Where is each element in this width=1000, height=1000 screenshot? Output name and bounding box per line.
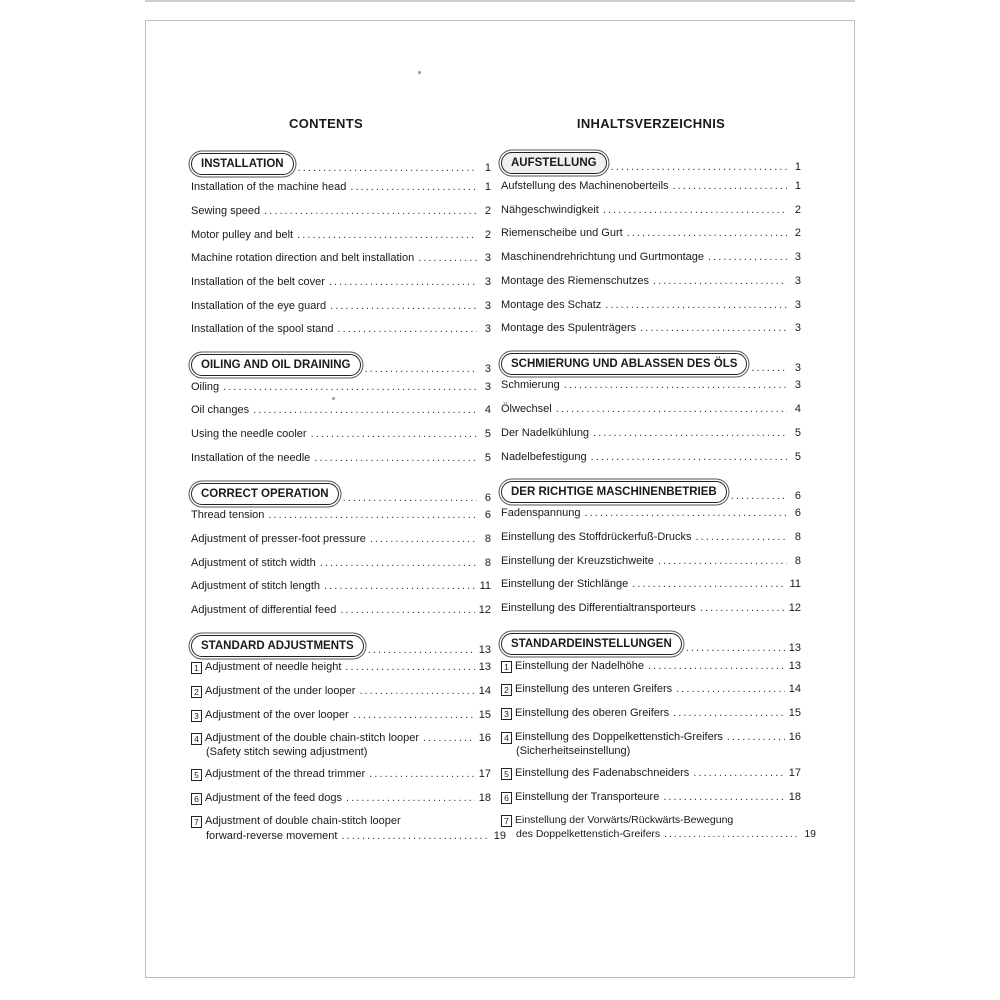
scan-speck xyxy=(332,397,335,400)
toc-entry: Oiling . . . 3 xyxy=(191,380,491,394)
toc-entry-continuation: (Safety stitch sewing adjustment) xyxy=(206,746,368,758)
toc-entry: Schmierung . . . 3 xyxy=(501,378,801,392)
toc-entry: Adjustment of stitch width . . . 8 xyxy=(191,556,491,570)
toc-entry: 1 Einstellung der Nadelhöhe . . . 13 xyxy=(501,659,801,673)
toc-entry: Adjustment of presser-foot pressure . . . 8 xyxy=(191,532,491,546)
toc-section-schmierung: SCHMIERUNG UND ABLASSEN DES ÖLS . . . 3 xyxy=(501,353,801,375)
toc-entry: Montage des Schatz . . . 3 xyxy=(501,298,801,312)
toc-entry: Einstellung des Stoffdrückerfuß-Drucks . . . 8 xyxy=(501,530,801,544)
toc-entry: Montage des Riemenschutzes . . . 3 xyxy=(501,274,801,288)
toc-entry: Installation of the machine head . . . 1 xyxy=(191,180,491,194)
toc-entry: Der Nadelkühlung . . . 5 xyxy=(501,426,801,440)
toc-entry: Aufstellung des Machinenoberteils . . . 1 xyxy=(501,179,801,193)
toc-entry: 5 Adjustment of the thread trimmer . . . 17 xyxy=(191,767,491,781)
toc-section-standardeinstellungen: STANDARDEINSTELLUNGEN . . . 13 xyxy=(501,633,801,655)
toc-entry: 5 Einstellung des Fadenabschneiders . . . 17 xyxy=(501,766,801,780)
toc-entry: Einstellung der Kreuzstichweite . . . 8 xyxy=(501,554,801,568)
toc-entry: Adjustment of differential feed . . . 12 xyxy=(191,603,491,617)
toc-entry: 6 Einstellung der Transporteure . . . 18 xyxy=(501,790,801,804)
toc-entry: Nähgeschwindigkeit . . . 2 xyxy=(501,203,801,217)
toc-entry: 7 Adjustment of double chain-stitch looper xyxy=(191,814,491,828)
toc-entry: 2 Einstellung des unteren Greifers . . . 14 xyxy=(501,682,801,696)
toc-entry: Installation of the spool stand . . . 3 xyxy=(191,322,491,336)
toc-entry: 2 Adjustment of the under looper . . . 14 xyxy=(191,684,491,698)
toc-entry: Fadenspannung . . . 6 xyxy=(501,506,801,520)
scan-top-edge xyxy=(145,0,855,2)
toc-entry: Installation of the eye guard . . . 3 xyxy=(191,299,491,313)
toc-entry: 6 Adjustment of the feed dogs . . . 18 xyxy=(191,791,491,805)
toc-entry: 4 Adjustment of the double chain-stitch looper . . . 16 xyxy=(191,731,491,745)
contents-title-german: INHALTSVERZEICHNIS xyxy=(576,116,726,131)
toc-entry: Installation of the needle . . . 5 xyxy=(191,451,491,465)
toc-entry: Sewing speed . . . 2 xyxy=(191,204,491,218)
toc-entry: Einstellung des Differentialtransporteurs . . . 12 xyxy=(501,601,801,615)
toc-section-installation: INSTALLATION . . . 1 xyxy=(191,153,491,175)
toc-section-operation: CORRECT OPERATION . . . 6 xyxy=(191,483,491,505)
toc-entry: Einstellung der Stichlänge . . . 11 xyxy=(501,577,801,591)
toc-entry: Maschinendrehrichtung und Gurtmontage . . . 3 xyxy=(501,250,801,264)
toc-entry: 3 Adjustment of the over looper . . . 15 xyxy=(191,708,491,722)
toc-entry: Montage des Spulenträgers . . . 3 xyxy=(501,321,801,335)
toc-entry: Thread tension . . . 6 xyxy=(191,508,491,522)
toc-section-maschinenbetrieb: DER RICHTIGE MASCHINENBETRIEB . . . 6 xyxy=(501,481,801,503)
toc-entry: Installation of the belt cover . . . 3 xyxy=(191,275,491,289)
toc-entry: 3 Einstellung des oberen Greifers . . . 15 xyxy=(501,706,801,720)
toc-entry: Adjustment of stitch length . . . 11 xyxy=(191,579,491,593)
toc-section-adjustments: STANDARD ADJUSTMENTS . . . 13 xyxy=(191,635,491,657)
toc-section-aufstellung: AUFSTELLUNG . . . 1 xyxy=(501,152,801,174)
contents-title: CONTENTS xyxy=(289,116,363,131)
scan-speck xyxy=(418,71,421,74)
document-page xyxy=(145,20,855,978)
toc-entry: Nadelbefestigung . . . 5 xyxy=(501,450,801,464)
toc-entry: Ölwechsel . . . 4 xyxy=(501,402,801,416)
toc-entry: Machine rotation direction and belt installation . . . 3 xyxy=(191,251,491,265)
toc-entry-continuation: (Sicherheitseinstellung) xyxy=(516,745,631,757)
toc-entry: Riemenscheibe und Gurt . . . 2 xyxy=(501,226,801,240)
toc-entry: 4 Einstellung des Doppelkettenstich-Greifers . . . 16 xyxy=(501,730,801,744)
toc-entry: 1 Adjustment of needle height . . . 13 xyxy=(191,660,491,674)
toc-entry-continuation: forward-reverse movement . . . 19 xyxy=(191,829,506,843)
toc-entry: 7 Einstellung der Vorwärts/Rückwärts-Bewegung xyxy=(501,813,801,827)
toc-entry: Using the needle cooler . . . 5 xyxy=(191,427,491,441)
toc-section-oiling: OILING AND OIL DRAINING . . . 3 xyxy=(191,354,491,376)
toc-entry: Oil changes . . . 4 xyxy=(191,403,491,417)
toc-entry-continuation: des Doppelkettenstich-Greifers . . . 19 xyxy=(501,827,816,841)
toc-entry: Motor pulley and belt . . . 2 xyxy=(191,228,491,242)
